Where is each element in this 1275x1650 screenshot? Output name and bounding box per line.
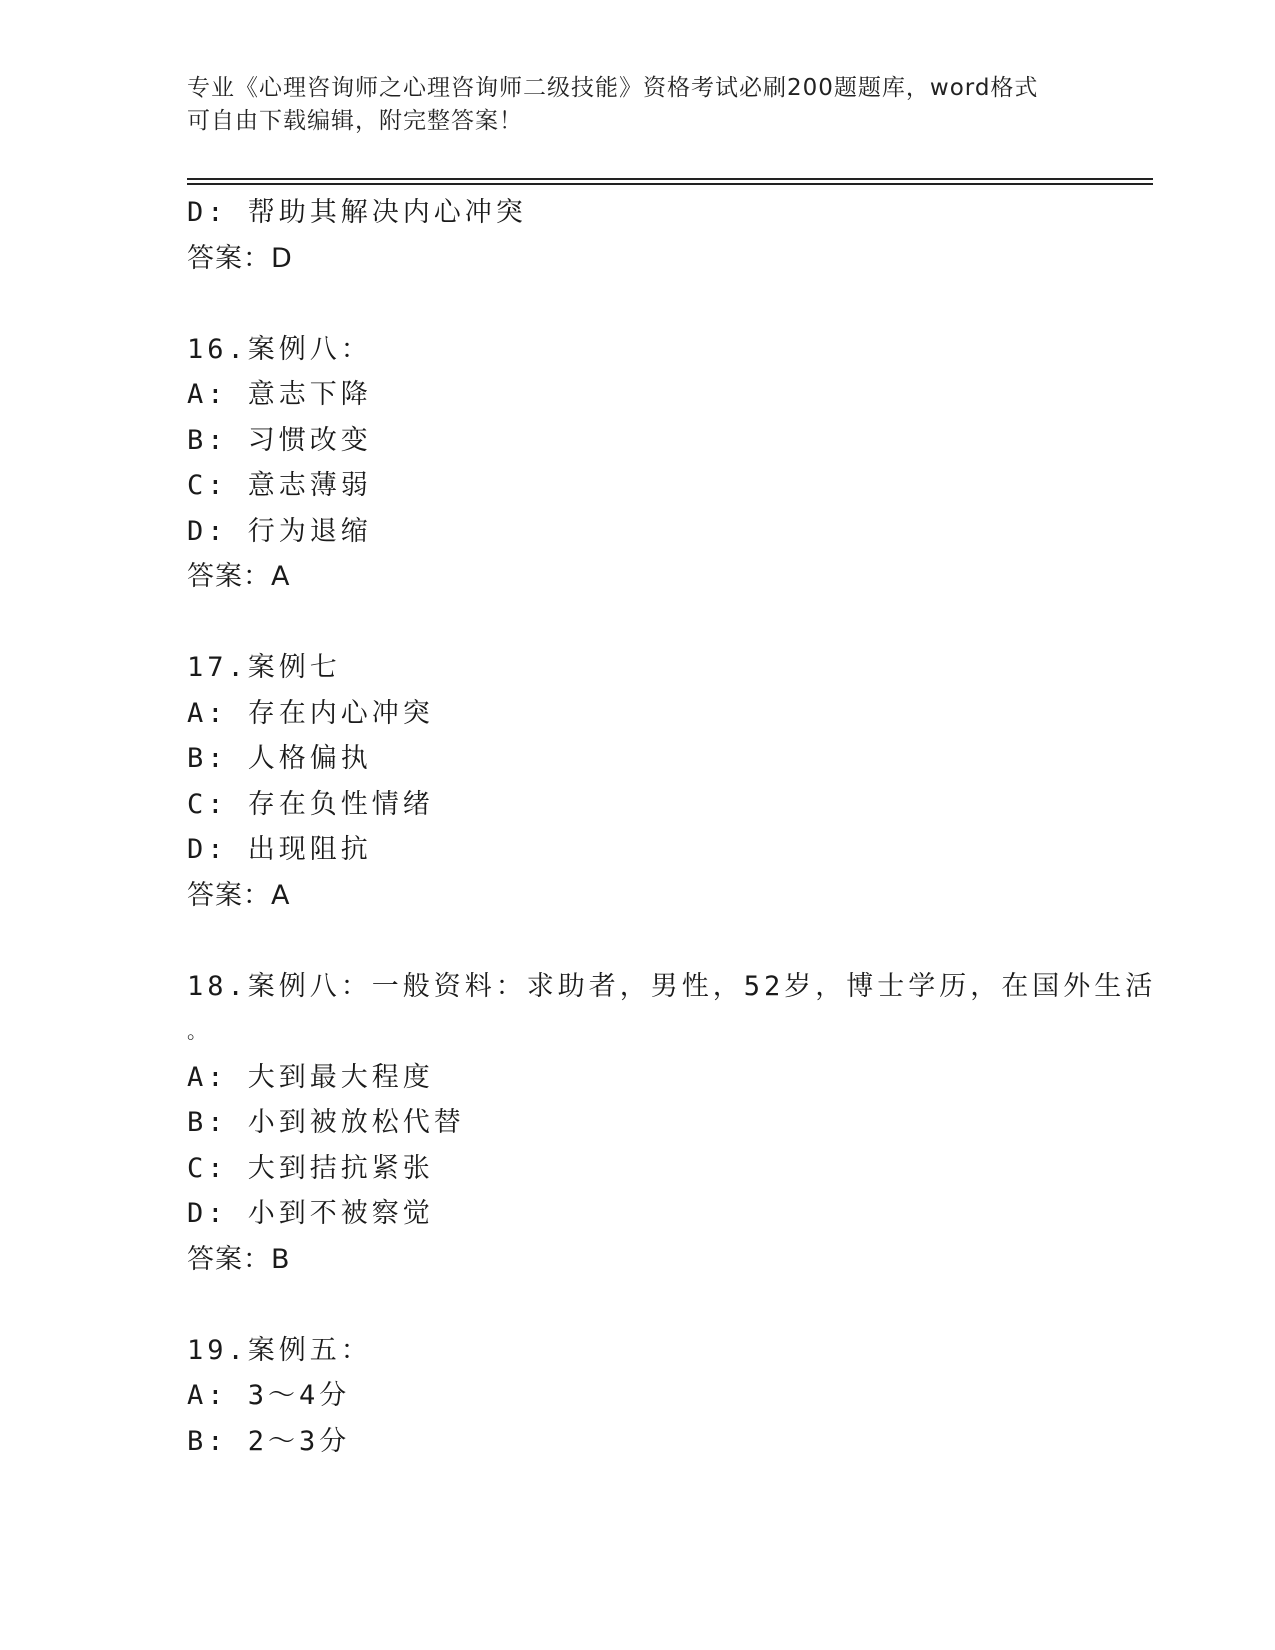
- option-a: A: 3～4分: [187, 1380, 351, 1411]
- header-divider-bottom: [187, 183, 1153, 185]
- answer-line: 答案：B: [187, 1243, 291, 1275]
- spacer: [187, 281, 1087, 327]
- question-list: [187, 190, 1157, 1464]
- question-title-continuation: 。: [187, 1019, 211, 1043]
- answer-line: 答案：D: [187, 242, 293, 274]
- option-b: B: 习惯改变: [187, 424, 372, 456]
- option-b: B: 2～3分: [187, 1425, 351, 1457]
- question-block: [187, 190, 1087, 281]
- answer-line: 答案：A: [187, 561, 291, 592]
- option-c: C: 意志薄弱: [187, 470, 372, 501]
- question-block: [187, 964, 1157, 1283]
- option-b: B: 人格偏执: [187, 743, 372, 774]
- option-c: C: 大到拮抗紧张: [187, 1152, 434, 1184]
- option-a: A: 存在内心冲突: [187, 697, 434, 729]
- question-title: 17.案例七: [187, 652, 341, 683]
- option-d: D: 行为退缩: [187, 515, 372, 547]
- option-b: B: 小到被放松代替: [187, 1107, 465, 1138]
- option-d: D: 帮助其解决内心冲突: [187, 197, 527, 228]
- option-c: C: 存在负性情绪: [187, 788, 434, 820]
- spacer: [187, 918, 1087, 964]
- spacer: [187, 1282, 1087, 1328]
- option-d: D: 小到不被察觉: [187, 1198, 434, 1229]
- question-title: 18.案例八：一般资料：求助者，男性，52岁，博士学历，在国外生活: [187, 970, 1157, 1002]
- option-a: A: 意志下降: [187, 379, 372, 410]
- header-title-line-1: 专业《心理咨询师之心理咨询师二级技能》资格考试必刷200题题库，word格式: [187, 75, 1039, 101]
- question-block: [187, 1328, 1087, 1465]
- option-d: D: 出现阻抗: [187, 834, 372, 865]
- document-header: [187, 72, 1087, 138]
- answer-line: 答案：A: [187, 879, 291, 911]
- question-block: [187, 327, 1087, 600]
- option-a: A: 大到最大程度: [187, 1061, 434, 1093]
- question-block: [187, 645, 1087, 918]
- question-title: 19.案例五：: [187, 1334, 372, 1366]
- header-divider-top: [187, 178, 1153, 180]
- spacer: [187, 600, 1087, 646]
- header-title-line-2: 可自由下载编辑，附完整答案！: [187, 108, 523, 134]
- question-title: 16.案例八：: [187, 333, 372, 365]
